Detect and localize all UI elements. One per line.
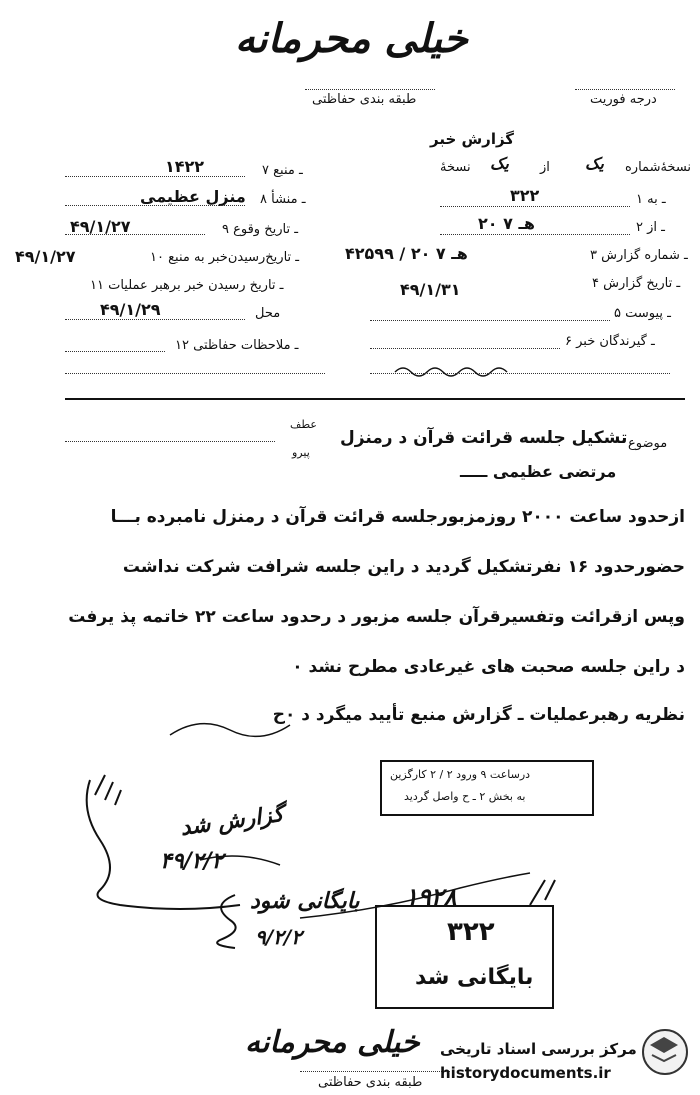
field-7-value: ۱۴۲۲ [165,157,205,176]
body-line-4: د راین جلسه صحبت های غیرعادی مطرح نشد ۰ [292,657,685,677]
watermark-logo-icon [643,1030,687,1074]
field-2-value: ۲۰ هـ ۷ [478,214,536,233]
subject-note-follow: پیرو [292,446,310,459]
field-6-label: ۶ ـ گیرندگان خبر [565,334,655,349]
field-3-label: ۳ ـ شماره گزارش [590,248,688,263]
field-11-value: ۴۹/۱/۲۹ [100,300,161,319]
field-11-label: ۱۱ ـ تاریخ رسیدن خبر برهبر عملیات [90,278,284,293]
field-8-value: منزل عظیمی [140,187,246,206]
archive-stamp-text: بایگانی شد [415,965,534,990]
field-8-label: ۸ ـ منشأ [260,192,306,207]
subject-line-2: مرتضی عظیمی ـــــ [460,462,617,481]
field-9-label: ۹ ـ تاریخ وقوع [222,222,299,237]
field-1-value: ۳۲۲ [510,186,540,205]
field-10-value: ۴۹/۱/۲۷ [15,247,76,266]
report-heading: گزارش خبر [430,130,515,148]
field-12-label: ۱۲ ـ ملاحظات حفاظتی [175,338,299,353]
receipt-stamp-line-2: به بخش ۲ ـ ح واصل گردید [404,790,526,803]
classification-line [305,88,435,90]
handwritten-archive-date: ۹/۲/۲ [255,925,302,949]
urgency-line [575,88,675,90]
subject-note-ref: عطف [290,418,317,431]
field-5-label: ۵ ـ پیوست [614,306,671,321]
copy-number-label: نسخهٔ‌شماره [625,160,692,175]
watermark-url: historydocuments.ir [440,1064,611,1082]
body-line-1: ازحدود ساعت ۲۰۰۰ روزمزبورجلسه قرائت قرآن د رمنزل نامبرده بـــا [110,507,685,527]
archive-stamp-number: ۳۲۲ [447,917,495,947]
subject-label: موضوع [628,436,668,451]
field-2-label: ۲ ـ از [636,220,665,235]
field-7-label: ۷ ـ منبع [262,163,303,178]
archive-stamp [375,905,554,1009]
copy-from-label: از [540,160,550,175]
document-title: خیلی محرمانه [235,15,468,62]
header-divider [65,398,685,400]
receipt-stamp [380,760,594,816]
body-line-3: وپس ازقرائت وتفسیرقرآن جلسه مزبور د رحدود ساعت ۲۲ خاتمه پذ یرفت [68,607,685,627]
field-4-value: ۴۹/۱/۳۱ [400,280,461,299]
field-4-label: ۴ ـ تاریخ گزارش [592,276,681,291]
copy-suffix: نسخهٔ [440,160,471,175]
receipt-stamp-line-1: درساعت ۹ ورود ۲ / ۲ کارگزین [390,768,531,781]
copy-total-value: یک [490,154,509,173]
body-line-5: نظریه رهبرعملیات ـ گزارش منبع تأیید میگرد د ۰ح [272,705,685,725]
subject-text: تشکیل جلسه قرائت قرآن د رمنزل [340,428,628,448]
field-10-label: ۱۰ ـ تاریخ‌رسیدن‌خبر به منبع [150,250,300,265]
handwritten-archive-note: بایگانی شود [250,888,360,914]
handwritten-archive-number: ۱۹۲۸ [405,882,457,911]
field-1-label: ۱ ـ به [636,192,666,207]
copy-number-value: یک [585,154,604,173]
field-3-value: ۴۲۵۹۹ / ۲۰ هـ ۷ [345,244,468,263]
field-11-sub-label: محل [255,306,281,321]
handwritten-note-reported: گزارش شد [178,800,286,842]
body-line-2: حضورحدود ۱۶ نفرتشکیل گردید د راین جلسه شرافت شرکت نداشت [122,557,685,577]
handwritten-note-date: ۴۹/۲/۲ [160,848,224,874]
footer-classification-label: طبقه بندی حفاظتی [318,1075,423,1090]
footer-title: خیلی محرمانه [245,1025,420,1060]
field-9-value: ۴۹/۱/۲۷ [70,217,131,236]
classification-label: طبقه بندی حفاظتی [312,92,417,107]
watermark-org-name: مرکز بررسی اسناد تاریخی [440,1040,637,1058]
urgency-label: درجه فوریت [590,92,657,107]
